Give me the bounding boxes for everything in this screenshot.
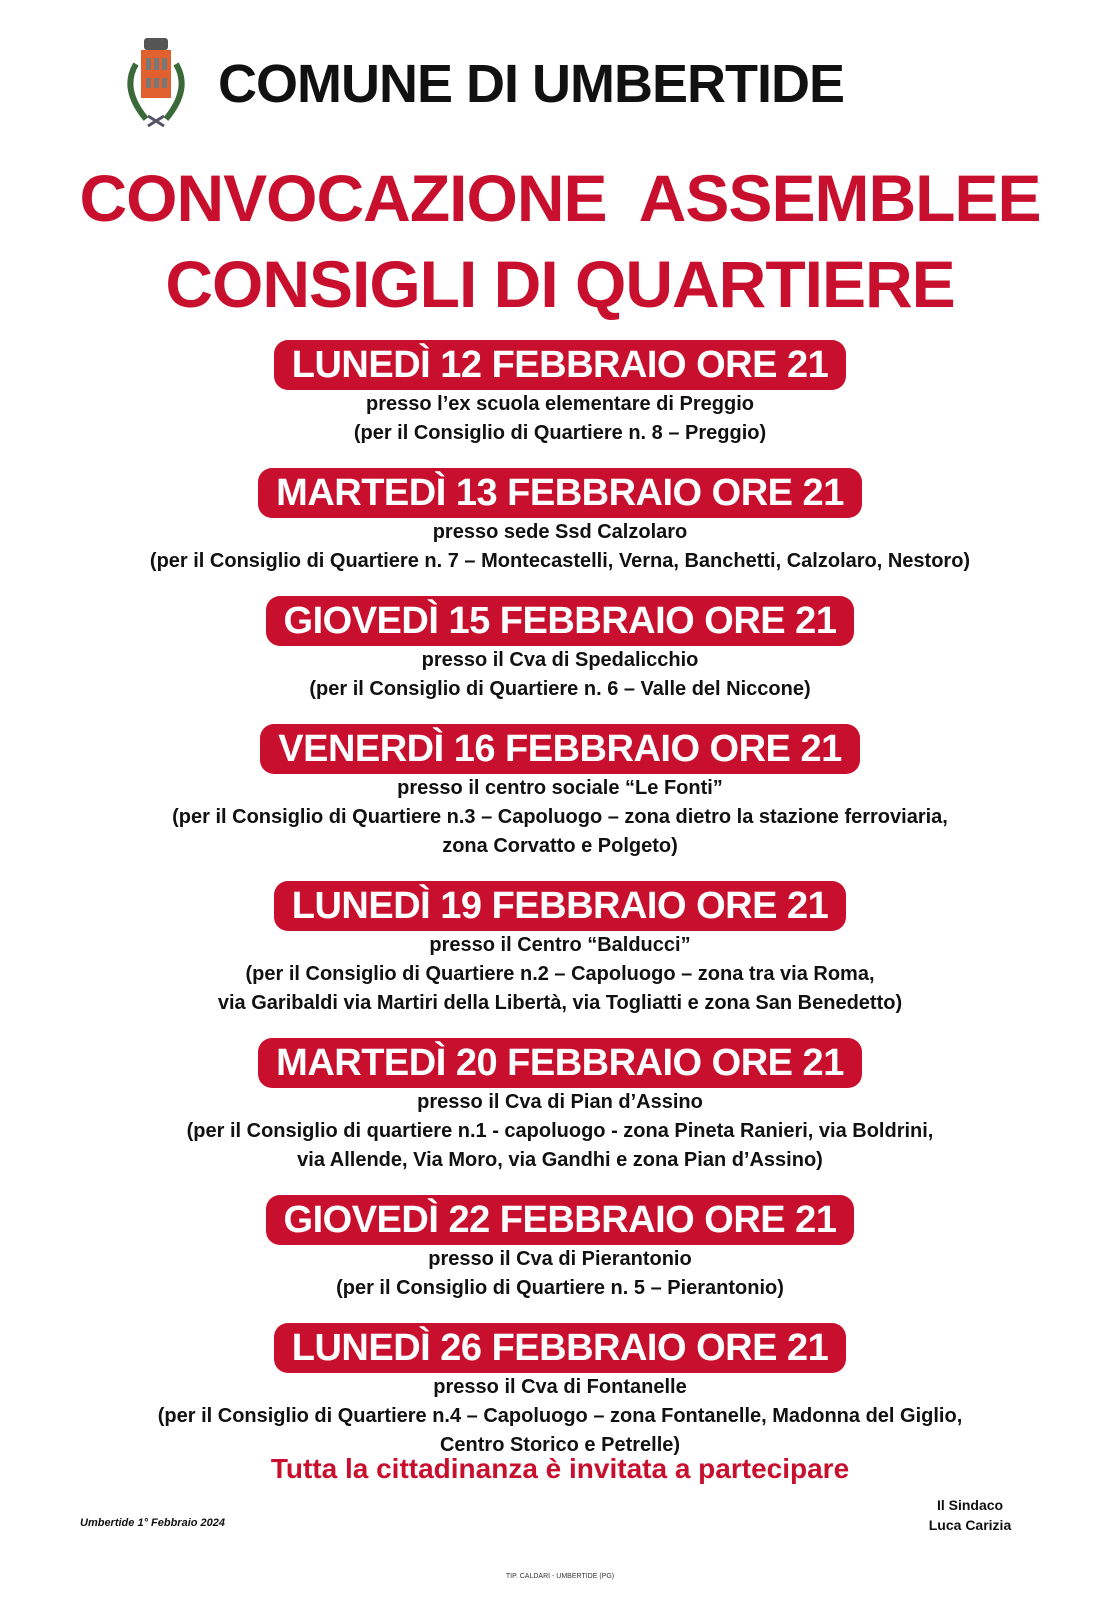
event-location: presso il Centro “Balducci” (429, 934, 691, 956)
event-item (0, 340, 1120, 448)
event-item (0, 1323, 1120, 1460)
event-item (0, 724, 1120, 861)
signature-name: Luca Carizia (928, 1517, 1012, 1533)
signature-title: Il Sindaco (936, 1497, 1004, 1513)
event-date-badge: LUNEDÌ 26 FEBBRAIO ORE 21 (274, 1323, 847, 1373)
event-date-badge: MARTEDÌ 13 FEBBRAIO ORE 21 (258, 468, 862, 518)
event-description: via Allende, Via Moro, via Gandhi e zona Pian d’Assino) (297, 1149, 823, 1171)
event-location: presso il Cva di Pierantonio (428, 1248, 692, 1270)
event-list (0, 340, 1120, 1480)
event-item (0, 881, 1120, 1018)
event-date-badge: GIOVEDÌ 15 FEBBRAIO ORE 21 (266, 596, 855, 646)
event-date-badge: MARTEDÌ 20 FEBBRAIO ORE 21 (258, 1038, 862, 1088)
headline-line-1: CONVOCAZIONE ASSEMBLEE (79, 161, 1041, 235)
event-description: Centro Storico e Petrelle) (439, 1434, 681, 1456)
event-description: (per il Consiglio di Quartiere n. 8 – Preggio) (353, 422, 767, 444)
headline (0, 155, 1120, 327)
event-description: (per il Consiglio di Quartiere n.3 – Capoluogo – zona dietro la stazione ferroviaria, (172, 806, 948, 828)
invitation-text: Tutta la cittadinanza è invitata a partecipare (270, 1453, 850, 1484)
event-description: (per il Consiglio di Quartiere n.2 – Capoluogo – zona tra via Roma, (245, 963, 875, 985)
event-location: presso il centro sociale “Le Fonti” (397, 777, 723, 799)
event-description: (per il Consiglio di quartiere n.1 - capoluogo - zona Pineta Ranieri, via Boldrini, (186, 1120, 934, 1142)
event-date-badge: VENERDÌ 16 FEBBRAIO ORE 21 (260, 724, 859, 774)
event-description: (per il Consiglio di Quartiere n. 5 – Pierantonio) (336, 1277, 784, 1299)
printer-credit: TIP. CALDARI - UMBERTIDE (PG) (505, 1573, 615, 1580)
event-item (0, 468, 1120, 576)
signature (920, 1495, 1020, 1535)
event-location: presso il Cva di Pian d’Assino (417, 1091, 703, 1113)
event-item (0, 1038, 1120, 1175)
event-description: (per il Consiglio di Quartiere n. 7 – Montecastelli, Verna, Banchetti, Calzolaro, Nestoro) (149, 550, 971, 572)
event-item (0, 1195, 1120, 1303)
event-location: presso l’ex scuola elementare di Preggio (366, 393, 754, 415)
event-location: presso il Cva di Spedalicchio (421, 649, 699, 671)
municipality-title: COMUNE DI UMBERTIDE (218, 54, 844, 114)
event-description: (per il Consiglio di Quartiere n.4 – Capoluogo – zona Fontanelle, Madonna del Giglio, (157, 1405, 963, 1427)
headline-line-2: CONSIGLI DI QUARTIERE (165, 247, 955, 321)
event-item (0, 596, 1120, 704)
event-description: via Garibaldi via Martiri della Libertà, via Togliatti e zona San Benedetto) (217, 992, 903, 1014)
event-location: presso sede Ssd Calzolaro (432, 521, 688, 543)
coat-of-arms-logo (116, 34, 196, 134)
event-date-badge: GIOVEDÌ 22 FEBBRAIO ORE 21 (266, 1195, 855, 1245)
issue-date: Umbertide 1° Febbraio 2024 (80, 1517, 226, 1529)
event-date-badge: LUNEDÌ 19 FEBBRAIO ORE 21 (274, 881, 847, 931)
event-description: (per il Consiglio di Quartiere n. 6 – Valle del Niccone) (309, 678, 811, 700)
event-description: zona Corvatto e Polgeto) (442, 835, 678, 857)
header (116, 34, 844, 134)
event-location: presso il Cva di Fontanelle (433, 1376, 687, 1398)
event-date-badge: LUNEDÌ 12 FEBBRAIO ORE 21 (274, 340, 847, 390)
